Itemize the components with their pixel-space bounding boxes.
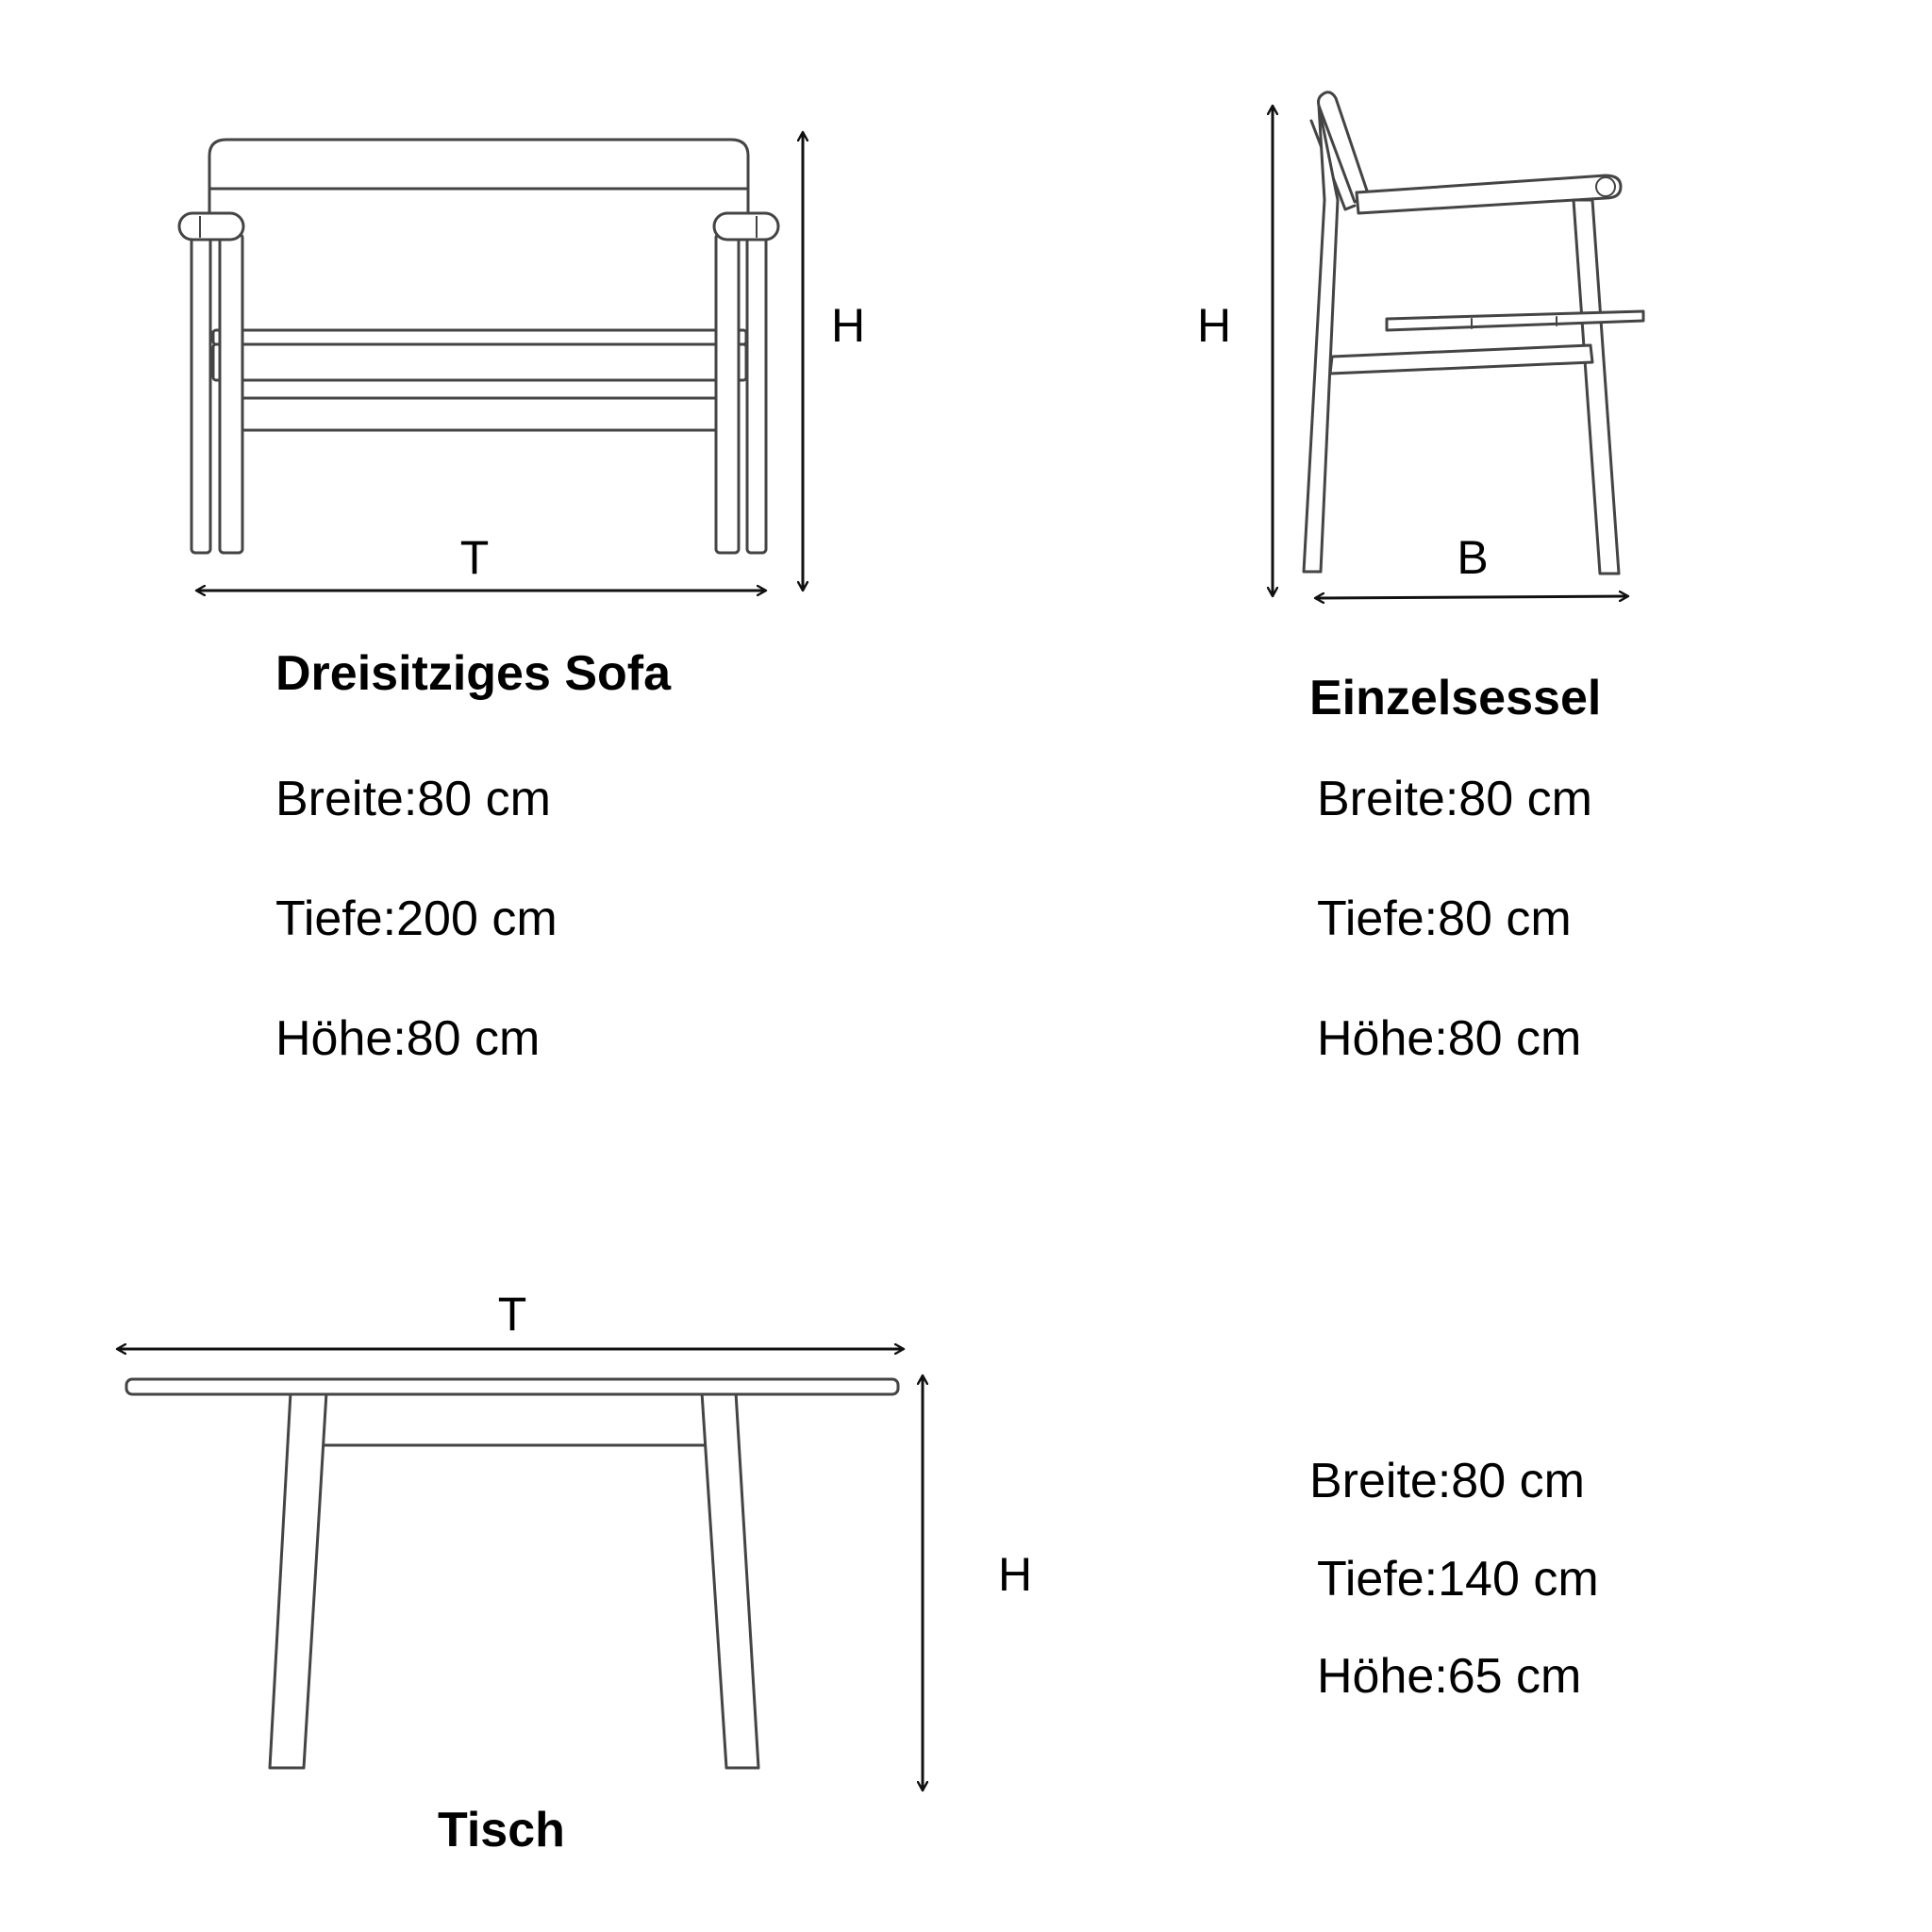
sofa-armrest-right: [714, 213, 778, 240]
chair-spec-breite: Breite:80 cm: [1317, 772, 1592, 826]
table-h-label: H: [997, 1548, 1033, 1601]
sofa-back-frame: [209, 189, 748, 332]
chair-front-leg: [1574, 200, 1619, 574]
table-drawing: [126, 1379, 898, 1768]
chair-h-label: H: [1196, 299, 1232, 352]
table-leg-left: [270, 1392, 326, 1768]
table-title: Tisch: [438, 1803, 565, 1857]
sofa-armrest-left: [179, 213, 243, 240]
sofa-spec-breite: Breite:80 cm: [275, 772, 551, 826]
table-spec-tiefe: Tiefe:140 cm: [1317, 1552, 1599, 1607]
chair-spec-hoehe: Höhe:80 cm: [1317, 1011, 1582, 1066]
sofa-leg-left-inner: [220, 234, 242, 553]
sofa-spec-tiefe: Tiefe:200 cm: [275, 891, 558, 946]
chair-spec-tiefe: Tiefe:80 cm: [1317, 891, 1572, 946]
sofa-t-label: T: [459, 531, 490, 584]
chair-back-leg: [1304, 106, 1338, 572]
table-apron: [317, 1394, 706, 1445]
chair-b-arrow: [1315, 596, 1628, 598]
chair-title: Einzelsessel: [1309, 671, 1602, 725]
sofa-spec-hoehe: Höhe:80 cm: [275, 1011, 541, 1066]
sofa-stretcher: [242, 398, 717, 430]
chair-b-label: B: [1457, 531, 1489, 584]
table-t-label: T: [497, 1288, 527, 1341]
sofa-drawing: [179, 140, 778, 553]
sofa-leg-left-outer: [192, 234, 210, 553]
sofa-back-cushion: [209, 140, 748, 189]
sofa-seat-frame: [213, 344, 746, 380]
sofa-title: Dreisitziges Sofa: [275, 646, 672, 701]
table-leg-right: [702, 1392, 758, 1768]
sofa-seat-cushion: [213, 330, 746, 344]
sofa-leg-right-outer: [747, 234, 766, 553]
table-top: [126, 1379, 898, 1394]
table-spec-breite: Breite:80 cm: [1309, 1454, 1585, 1508]
sofa-leg-right-inner: [716, 234, 739, 553]
chair-seat: [1387, 311, 1643, 330]
chair-stretcher: [1330, 345, 1592, 374]
sofa-h-label: H: [830, 299, 866, 352]
chair-drawing: [1304, 92, 1643, 574]
table-spec-hoehe: Höhe:65 cm: [1317, 1649, 1582, 1704]
